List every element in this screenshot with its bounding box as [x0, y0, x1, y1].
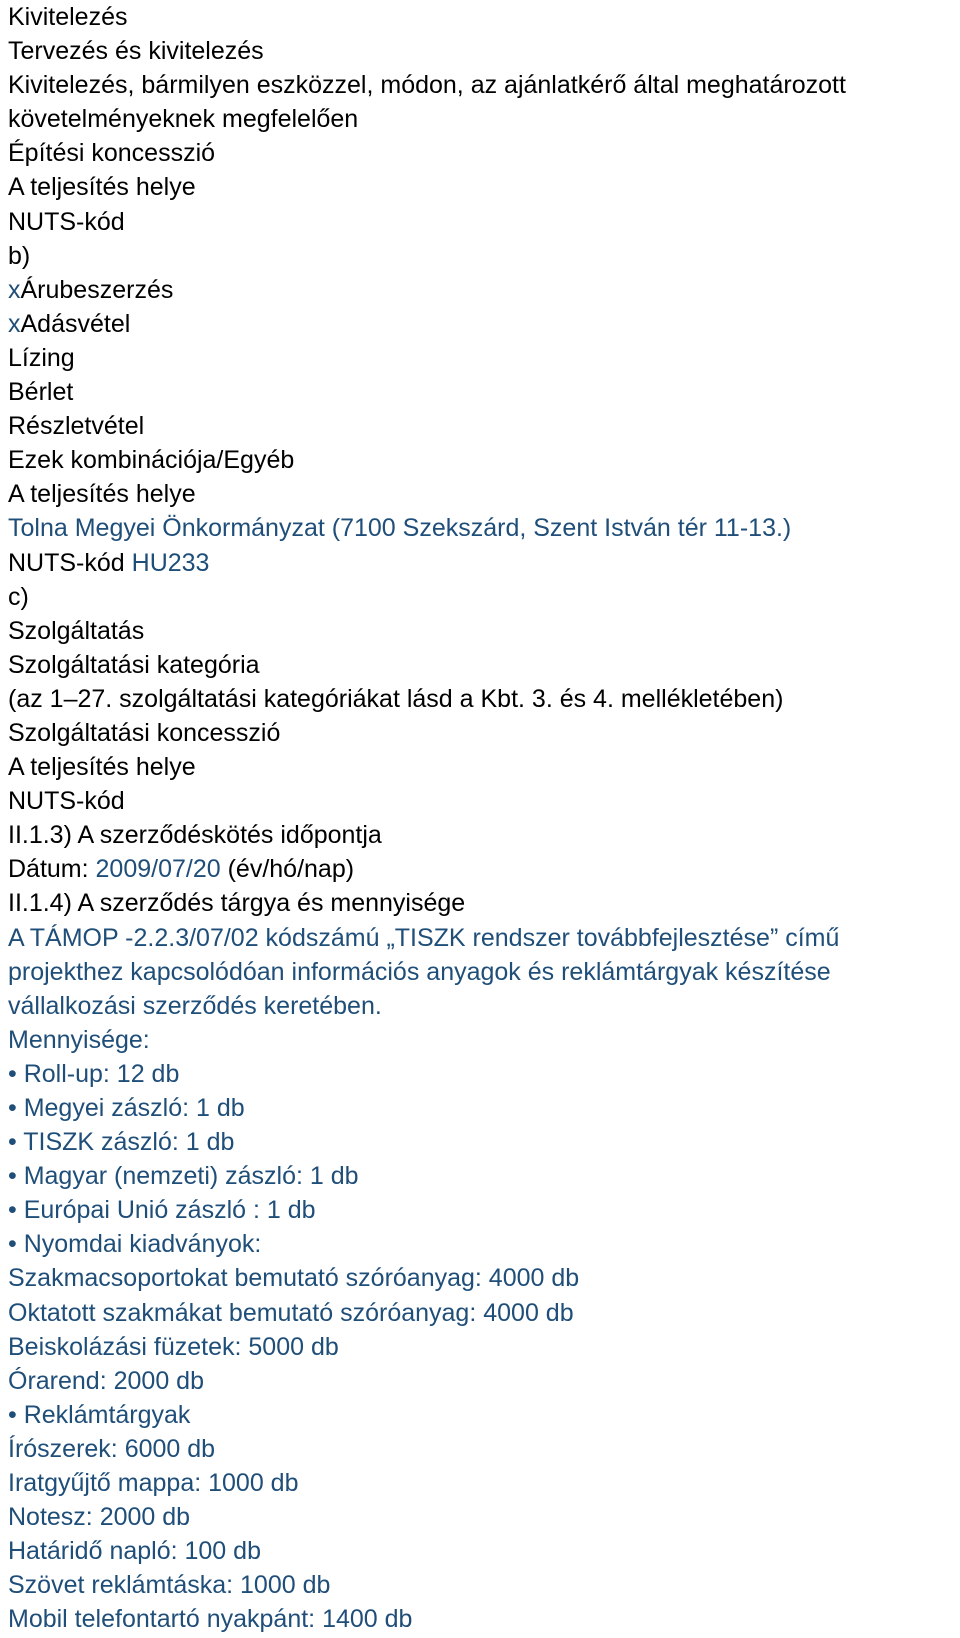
location-value: Tolna Megyei Önkormányzat (7100 Szekszárd, Szent István tér 11-13.): [8, 514, 792, 543]
list-item: Notesz: 2000 db: [8, 1503, 191, 1532]
list-item: Beiskolázási füzetek: 5000 db: [8, 1332, 339, 1361]
text-line: Szolgáltatás: [8, 616, 145, 645]
text-line: Részletvétel: [8, 412, 145, 441]
text-line: Lízing: [8, 343, 75, 372]
list-item: • Roll-up: 12 db: [8, 1059, 180, 1088]
list-item: Határidő napló: 100 db: [8, 1537, 261, 1566]
list-item: • TISZK zászló: 1 db: [8, 1128, 235, 1157]
option-label: Adásvétel: [20, 309, 131, 338]
list-item: Szövet reklámtáska: 1000 db: [8, 1571, 331, 1600]
list-item: • Megyei zászló: 1 db: [8, 1094, 245, 1122]
quantity-heading: Mennyisége:: [8, 1025, 150, 1054]
section-label: c): [8, 582, 29, 611]
nuts-code-row: [8, 546, 948, 580]
list-item: Írószerek: 6000 db: [8, 1434, 216, 1463]
text-line: A teljesítés helye: [8, 173, 196, 202]
text-line: Kivitelezés: [8, 3, 128, 31]
text-line: NUTS-kód: [8, 207, 125, 236]
text-line: (az 1–27. szolgáltatási kategóriákat lásd a Kbt. 3. és 4. mellékletében): [8, 684, 784, 713]
list-item: • Nyomdai kiadványok:: [8, 1230, 262, 1259]
text-line: Ezek kombinációja/Egyéb: [8, 446, 295, 475]
section-heading: II.1.3) A szerződéskötés időpontja: [8, 821, 382, 850]
text-line: Építési koncesszió: [8, 139, 216, 168]
text-paragraph: Kivitelezés, bármilyen eszközzel, módon, az ajánlatkérő által meghatározott követelményeknek megfelelően: [8, 71, 846, 134]
text-line: Szolgáltatási kategória: [8, 650, 260, 679]
text-line: A teljesítés helye: [8, 480, 196, 509]
date-label: Dátum:: [8, 855, 96, 884]
section-heading: II.1.4) A szerződés tárgya és mennyisége: [8, 889, 466, 918]
date-row: [8, 852, 948, 886]
list-item: Szakmacsoportokat bemutató szóróanyag: 4000 db: [8, 1264, 580, 1293]
list-item: • Európai Unió zászló : 1 db: [8, 1196, 316, 1225]
nuts-code-label: NUTS-kód: [8, 548, 132, 577]
checked-mark: x: [8, 309, 21, 338]
text-line: Szolgáltatási koncesszió: [8, 718, 281, 747]
text-line: Bérlet: [8, 378, 74, 407]
option-label: Árubeszerzés: [20, 275, 174, 304]
contract-subject: A TÁMOP -2.2.3/07/02 kódszámú „TISZK rendszer továbbfejlesztése” című projekthez kapcsolódóan információs anyagok és reklámtárgyak készítése vállalkozási szerződés keretében.: [8, 923, 840, 1020]
checked-option: [8, 307, 948, 341]
list-item: • Reklámtárgyak: [8, 1400, 191, 1429]
date-value: 2009/07/20: [95, 855, 221, 884]
document-body: [8, 0, 948, 1637]
list-item: Mobil telefontartó nyakpánt: 1400 db: [8, 1605, 413, 1634]
text-line: NUTS-kód: [8, 787, 125, 816]
list-item: • Magyar (nemzeti) zászló: 1 db: [8, 1162, 359, 1191]
text-line: A teljesítés helye: [8, 753, 196, 782]
list-item: Oktatott szakmákat bemutató szóróanyag: 4000 db: [8, 1298, 574, 1327]
nuts-code-value: HU233: [131, 548, 210, 577]
list-item: Órarend: 2000 db: [8, 1366, 204, 1395]
checked-option: [8, 273, 948, 307]
text-line: Tervezés és kivitelezés: [8, 37, 264, 66]
checked-mark: x: [8, 275, 21, 304]
list-item: Iratgyűjtő mappa: 1000 db: [8, 1469, 299, 1498]
date-format: (év/hó/nap): [220, 855, 355, 884]
section-label: b): [8, 241, 31, 270]
